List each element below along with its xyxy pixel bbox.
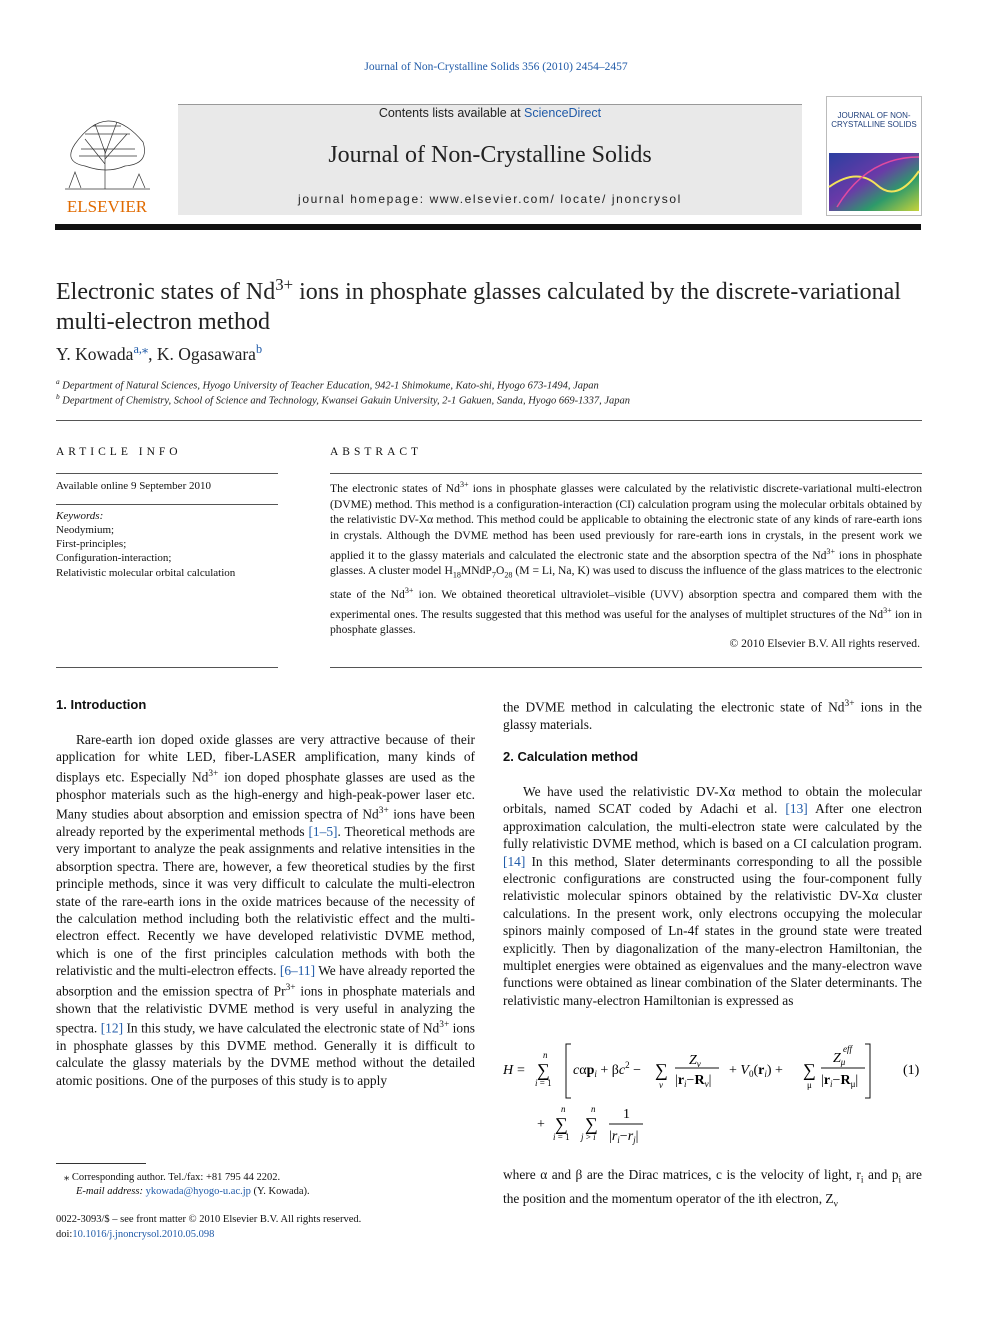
- svg-text:i = 1: i = 1: [535, 1078, 552, 1088]
- intro-continuation: the DVME method in calculating the electronic state of $Nd^{3+}$ ions in the glassy materials.: [503, 699, 922, 732]
- journal-citation[interactable]: Journal of Non-Crystalline Solids 356 (2010) 2454–2457: [364, 61, 628, 73]
- journal-title: Journal of Non-Crystalline Solids: [328, 142, 652, 168]
- svg-text:n: n: [543, 1050, 548, 1060]
- ref-13[interactable]: [13]: [785, 801, 808, 817]
- info-rule-1: [56, 473, 278, 474]
- journal-homepage[interactable]: journal homepage: www.elsevier.com/ locate/ jnoncrysol: [298, 192, 682, 206]
- keyword-item: First-principles;: [56, 538, 127, 550]
- affil-rule: [56, 420, 922, 421]
- affiliation-b: $^b$ Department of Chemistry, School of Science and Technology, Kwansei Gakuin University, 2-1 Gakuen, Sanda, Hyogo 669-1337, Japan: [56, 392, 630, 407]
- author-kowada[interactable]: Y. Kowada: [56, 343, 134, 364]
- svg-text:n: n: [591, 1104, 596, 1114]
- svg-text:μ: μ: [807, 1080, 812, 1090]
- author-email-link[interactable]: ykowada@hyogo-u.ac.jp: [145, 1186, 251, 1197]
- abstract-body: The electronic states of $Nd^{3+}$ ions in phosphate glasses were calculated by the relativistic discrete-variational multi-electron (DVME) method. This method is a configuration-interaction (CI) calculation program using the molecular orbitals obtained by the relativistic DV-Xα method. This method could be applicable to obtaining the electronic state of any kinds of rare-earth ions in crystals. Although the DVME method has been used previously for rare-earth ions in crystals, in the present work we applied it to the glassy materials and calculated the electronic state and the absorption spectra of the $Nd^{3+}$ ions in phosphate glasses. A cluster model $H_{18}MNdP_7O_{28}$ (M = Li, Na, K) was used to discuss the influence of the glass matrices to the electronic state of the $Nd^{3+}$ ion. We obtained theoretical ultraviolet–visible (UVV) absorption spectra and compared them with the experimental ones. The results suggested that this method was useful for the analyses of multiplet structures of the $Nd^{3+}$ ion in phosphate glasses.: [330, 480, 922, 637]
- cover-title: JOURNAL OF NON-CRYSTALLINE SOLIDS: [831, 111, 917, 129]
- method-after-equation: where α and β are the Dirac matrices, c is the velocity of light, $r_i$ and $p_i$ are the position and the momentum operator of the ith electron, $Z_\nu$: [503, 1167, 922, 1210]
- svg-text:eff: eff: [843, 1044, 852, 1054]
- keyword-item: Relativistic molecular orbital calculation: [56, 567, 236, 579]
- svg-text:∑: ∑: [655, 1060, 668, 1080]
- svg-text:n: n: [561, 1104, 566, 1114]
- svg-text:|ri−rj|: $|r_i-r_j|$: [609, 1129, 639, 1145]
- author1-affil-marks[interactable]: a,⁎: [133, 342, 149, 356]
- corresponding-author-note: ⁎ Corresponding author. Tel./fax: +81 795 44 2202.: [64, 1172, 281, 1183]
- svg-text:=: =: [517, 1063, 525, 1078]
- equation-number: (1): [903, 1063, 920, 1078]
- hamiltonian-equation: [503, 1040, 922, 1155]
- article-title: Electronic states of $Nd^{3+}$ ions in phosphate glasses calculated by the discrete-variational multi-electron method: [56, 275, 901, 335]
- affiliation-a: $^a$ Department of Natural Sciences, Hyogo University of Teacher Education, 942-1 Shimokume, Kato-shi, Hyogo 673-1494, Japan: [56, 377, 599, 392]
- svg-text:j > i: j > i: [581, 1132, 596, 1142]
- method-paragraph: We have used the relativistic DV-Xα method to obtain the molecular orbitals, named SCAT coded by Adachi et al. [13] After one electron approximation calculation, the multi-electron state were calculated by the fully relativistic DVME method, which is based on a CI calculation program. [14] In this method, Slater determinants corresponding to all the possible electronic configurations are constructed using the four-component fully relativistic molecular spinors obtained by the relativistic DV-Xα cluster calculations. In the present work, only electrons occupying the molecular spinors mainly composed of Ln-4f states in the ground state were treated explicitly. Then by diagonalization of the many-electron Hamiltonian, the multiplet energies were obtained as eigenvalues and the many-electron wave functions were obtained as linear combination of the Slater determinants. The relativistic many-electron Hamiltonian is expressed as: [503, 784, 922, 1008]
- section-heading-introduction: 1. Introduction: [56, 697, 147, 712]
- section-heading-calculation-method: 2. Calculation method: [503, 749, 639, 764]
- doi-line: doi:10.1016/j.jnoncrysol.2010.05.098: [56, 1229, 215, 1240]
- footnote-rule: [56, 1163, 146, 1164]
- svg-text:H: H: [503, 1063, 514, 1078]
- svg-text:i = 1: i = 1: [553, 1132, 570, 1142]
- author-list: Y. Kowada$^{a,⁎}$, K. Ogasawara$^b$: [56, 342, 263, 364]
- svg-text:1: 1: [623, 1107, 630, 1122]
- equation-graphic: [503, 1040, 922, 1155]
- keyword-item: Configuration-interaction;: [56, 552, 172, 564]
- contents-line: [178, 106, 802, 120]
- abstract-rule-bottom: [330, 667, 922, 668]
- author-ogasawara[interactable]: K. Ogasawara: [156, 343, 256, 364]
- elsevier-logo: [55, 104, 159, 216]
- keyword-item: Neodymium;: [56, 524, 115, 536]
- svg-text:Zμ: $Z_\mu$: [833, 1051, 846, 1067]
- info-rule-2: [56, 504, 278, 505]
- keywords-label: Keywords:: [56, 510, 104, 522]
- ref-14[interactable]: [14]: [503, 853, 526, 869]
- svg-text:∑: ∑: [537, 1060, 550, 1080]
- svg-text:|ri−Rμ|: $|r_i-R_\mu|$: [821, 1073, 859, 1089]
- email-note: E-mail address: ykowada@hyogo-u.ac.jp (Y. Kowada).: [76, 1186, 310, 1197]
- info-rule-3: [56, 667, 278, 668]
- svg-text:cαpi + βc2 −: $c\alpha p_i + \beta c^2$ −: [573, 1060, 642, 1079]
- journal-cover-image: [826, 96, 922, 216]
- elsevier-tree-icon: [55, 104, 159, 216]
- contents-prefix: Contents lists available at: [378, 106, 525, 120]
- svg-text:∑: ∑: [585, 1114, 598, 1134]
- ref-1-5[interactable]: [1–5]: [308, 823, 338, 839]
- article-info-heading: ARTICLE INFO: [56, 446, 182, 458]
- svg-text:+: +: [537, 1117, 545, 1132]
- svg-text:Zν: $Z_\nu$: [689, 1053, 701, 1069]
- author2-affil-marks[interactable]: b: [255, 342, 263, 356]
- svg-text:|ri−Rν|: $|r_i-R_\nu|$: [675, 1073, 712, 1089]
- elsevier-wordmark: ELSEVIER: [66, 197, 148, 216]
- sciencedirect-link[interactable]: ScienceDirect: [524, 106, 602, 120]
- cover-art-icon: [827, 97, 921, 215]
- copyright: © 2010 Elsevier B.V. All rights reserved.: [729, 637, 920, 650]
- header-rule: [55, 224, 921, 230]
- svg-text:∑: ∑: [803, 1060, 816, 1080]
- ref-6-11[interactable]: [6–11]: [279, 963, 316, 979]
- doi-link[interactable]: 10.1016/j.jnoncrysol.2010.05.098: [72, 1229, 215, 1240]
- ref-12[interactable]: [12]: [100, 1020, 124, 1036]
- svg-text:∑: ∑: [555, 1114, 568, 1134]
- intro-paragraph: Rare-earth ion doped oxide glasses are very attractive because of their application for white LED, fiber-LASER amplification, many kinds of displays etc. Especially $Nd^{3+}$ ion doped phosphate glasses are used as the phosphor materials such as the high-energy and high-peak-power laser etc. Many studies about absorption and emission spectra of $Nd^{3+}$ ions have been already reported by the experimental methods [1–5]. Theoretical methods are very important to analyze the peak assignments and relative intensities in the absorption spectra. There are, however, a few theoretical studies by the first principle methods, since it was very difficult to calculate the multi-electron state of the rare-earth ions in the oxide matrices because of the necessity of the calculation method including both the relativistic effect and the multi-electron effect. Recently we have developed relativistic DVME method, which is one of the first principles calculation methods with both the relativistic and the multi-electron effects. [6–11] We have already reported the absorption and the emission spectra of $Pr^{3+}$ ions in phosphate materials and shown that the relativistic DVME method is very useful in analyzing the spectra. [12] In this study, we have calculated the electronic state of $Nd^{3+}$ ions in phosphate glasses by this DVME method. Generally it is difficult to calculate the glassy materials by the DVME method without the detailed atomic positions. One of the purposes of this study is to apply: [56, 732, 476, 1088]
- svg-text:ν: ν: [659, 1080, 663, 1090]
- issn-line: 0022-3093/$ – see front matter © 2010 Elsevier B.V. All rights reserved.: [56, 1214, 362, 1225]
- svg-text:+ V0(ri) +: + $V_0(r_i)$ +: [729, 1063, 783, 1079]
- abstract-rule-top: [330, 473, 922, 474]
- abstract-heading: ABSTRACT: [330, 446, 423, 458]
- available-online: Available online 9 September 2010: [56, 480, 211, 492]
